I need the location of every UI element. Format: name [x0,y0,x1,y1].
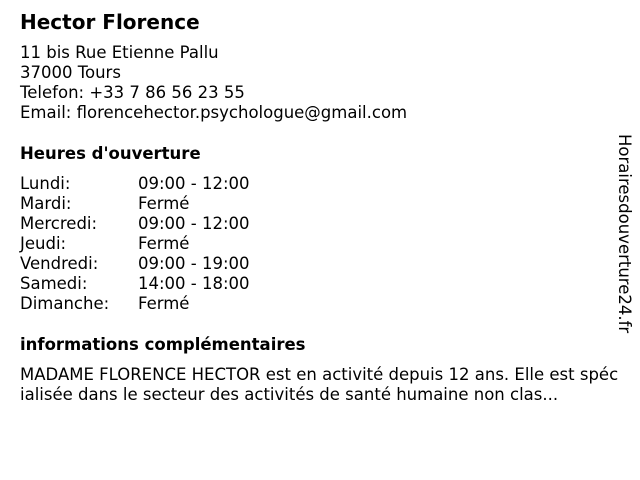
hours-title: Heures d'ouverture [20,144,201,163]
info-title: informations complémentaires [20,335,306,354]
hours-row-saturday [20,274,620,294]
business-name: Hector Florence [20,10,200,34]
hours-row-sunday [20,294,620,314]
site-watermark: Horairesdouverture24.fr [615,134,634,334]
hours-table [20,174,620,314]
hours-value: 14:00 - 18:00 [138,274,250,293]
hours-value: 09:00 - 12:00 [138,174,250,193]
hours-day: Dimanche: [20,294,110,313]
info-text: MADAME FLORENCE HECTOR est en activité depuis 12 ans. Elle est spécialisée dans le secteur des activités de santé humaine non clas... [20,365,619,404]
phone-line: Telefon: +33 7 86 56 23 55 [20,83,245,102]
address-line-1: 11 bis Rue Etienne Pallu [20,43,219,62]
hours-day: Mercredi: [20,214,98,233]
hours-day: Lundi: [20,174,71,193]
address-line-2: 37000 Tours [20,63,121,82]
hours-row-thursday [20,234,620,254]
hours-day: Vendredi: [20,254,99,273]
hours-row-friday [20,254,620,274]
hours-value: Fermé [138,294,190,313]
hours-row-monday [20,174,620,194]
hours-value: 09:00 - 19:00 [138,254,250,273]
hours-value: Fermé [138,234,190,253]
email-line: Email: florencehector.psychologue@gmail.com [20,103,408,122]
hours-row-tuesday [20,194,620,214]
hours-value: 09:00 - 12:00 [138,214,250,233]
hours-day: Mardi: [20,194,72,213]
hours-value: Fermé [138,194,190,213]
hours-day: Samedi: [20,274,88,293]
business-card [20,9,620,405]
hours-row-wednesday [20,214,620,234]
hours-day: Jeudi: [20,234,67,253]
